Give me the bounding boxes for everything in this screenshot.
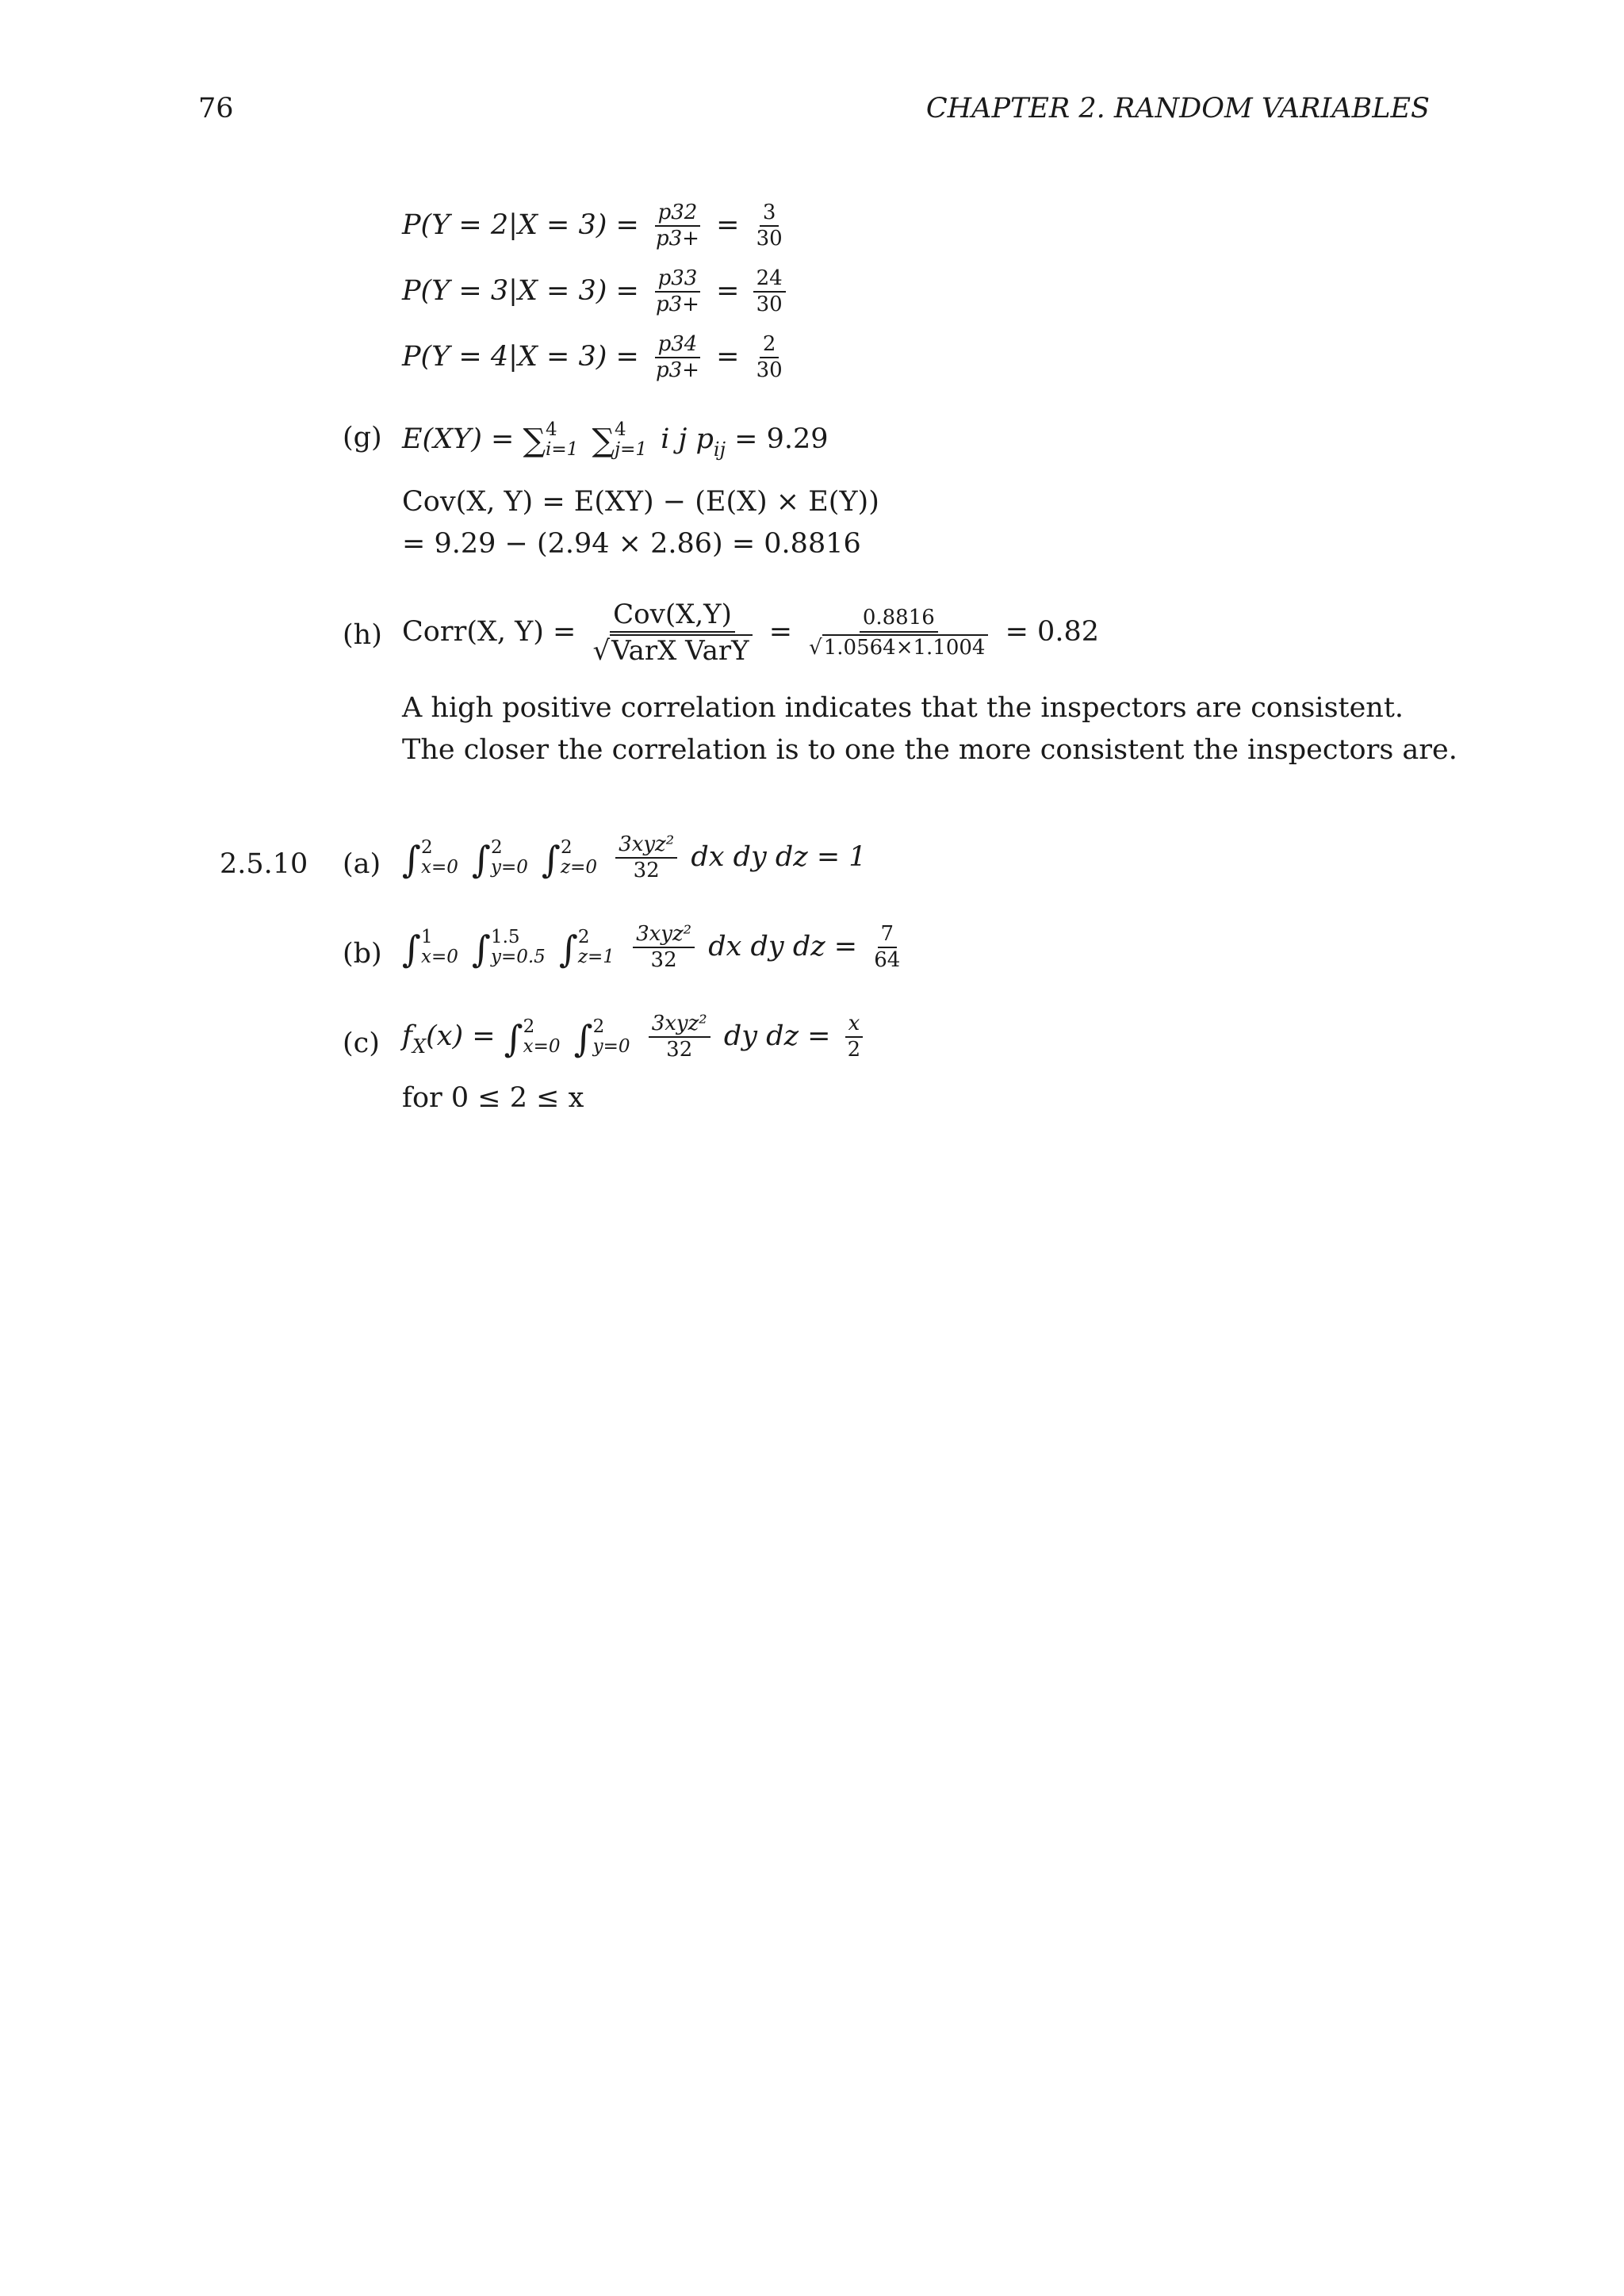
cond-prob-value: $\frac{3}{30}$	[756, 201, 783, 251]
marginal-density-equation: $f_X(x)$ = ∫ 2 x=0 ∫ 2 y=0 $\frac{\text{3xyz²}}{32}$ dy dz = $\frac{x}{2}$	[402, 1013, 868, 1062]
integral-symbol: ∫	[504, 1016, 523, 1060]
correlation-fraction: $\frac{\text{Cov(X,Y)}}{\text{√VarX VarY}}$	[590, 601, 756, 665]
part-c-label: (c)	[343, 1027, 380, 1059]
correlation-numeric-fraction: $\frac{0.8816}{√1.0564\times 1.1004}$	[806, 607, 991, 659]
cond-prob-fraction: $\frac{p34}{p3+}$	[655, 332, 699, 383]
cond-prob-value: $\frac{2}{30}$	[756, 332, 783, 383]
part-a-label: (a)	[343, 848, 381, 880]
correlation-equation: Corr(X, Y) = $\frac{\text{Cov(X,Y)}}{\text{√VarX VarY}}$ = $\frac{0.8816}{√1.0564\times 1.1004}$ = 0.82	[402, 599, 1099, 667]
part-h-label: (h)	[343, 619, 382, 651]
expectation-xy-equation: E(XY) = ∑ 4 i=1 ∑ 4 j=1 i j $p_{ij} = 9.29$	[402, 419, 829, 461]
summation-symbol: ∑	[523, 422, 546, 459]
interpretation-line-2: The closer the correlation is to one the more consistent the inspectors are.	[402, 734, 1457, 766]
interpretation-line-1: A high positive correlation indicates that the inspectors are consistent.	[402, 692, 1404, 724]
cond-prob-line: P(Y = 2|X = 3) = $\frac{p32}{p3+}$ = $\frac{3}{30}$	[402, 202, 791, 251]
cond-prob-fraction: $\frac{p32}{p3+}$	[655, 201, 699, 251]
integral-symbol: ∫	[472, 837, 491, 881]
cond-prob-value: $\frac{24}{30}$	[753, 268, 786, 316]
integral-symbol: ∫	[542, 837, 561, 881]
cond-prob-lhs: P(Y = 3|X = 3) =	[402, 274, 639, 307]
cond-prob-lhs: P(Y = 2|X = 3) =	[402, 209, 639, 241]
problem-number: 2.5.10	[220, 848, 308, 880]
page-number: 76	[198, 93, 234, 124]
integral-symbol: ∫	[402, 837, 421, 881]
summation-symbol: ∑	[592, 422, 615, 459]
cond-prob-lhs: P(Y = 4|X = 3) =	[402, 340, 639, 373]
integral-symbol: ∫	[573, 1016, 593, 1060]
cond-prob-fraction: $\frac{p33}{p3+}$	[655, 266, 699, 317]
integral-symbol: ∫	[472, 927, 491, 970]
cond-prob-line: P(Y = 3|X = 3) = $\frac{p33}{p3+}$ = $\frac{24}{30}$	[402, 268, 791, 316]
running-title: CHAPTER 2. RANDOM VARIABLES	[925, 93, 1430, 124]
integral-symbol: ∫	[558, 927, 578, 970]
domain-condition: for 0 ≤ 2 ≤ x	[402, 1082, 584, 1114]
sqrt-symbol: √	[592, 634, 611, 667]
part-b-label: (b)	[343, 938, 382, 970]
covariance-equation: Cov(X, Y) = E(XY) − (E(X) × E(Y))	[402, 486, 879, 518]
cond-prob-line: P(Y = 4|X = 3) = $\frac{p34}{p3+}$ = $\frac{2}{30}$	[402, 334, 791, 382]
triple-integral-b: ∫ 1 x=0 ∫ 1.5 y=0.5 ∫ 2 z=1 $\frac{\text{3xyz²}}{32}$ dx dy dz = $\frac{7}{64}$	[402, 922, 901, 973]
covariance-result: = 9.29 − (2.94 × 2.86) = 0.8816	[402, 528, 861, 560]
part-g-label: (g)	[343, 422, 382, 453]
triple-integral-a: ∫ 2 x=0 ∫ 2 y=0 ∫ 2 z=0 $\frac{\text{3xyz²}}{32}$ dx dy dz = 1	[402, 832, 867, 883]
integral-symbol: ∫	[402, 927, 421, 970]
sqrt-symbol: √	[809, 635, 822, 660]
